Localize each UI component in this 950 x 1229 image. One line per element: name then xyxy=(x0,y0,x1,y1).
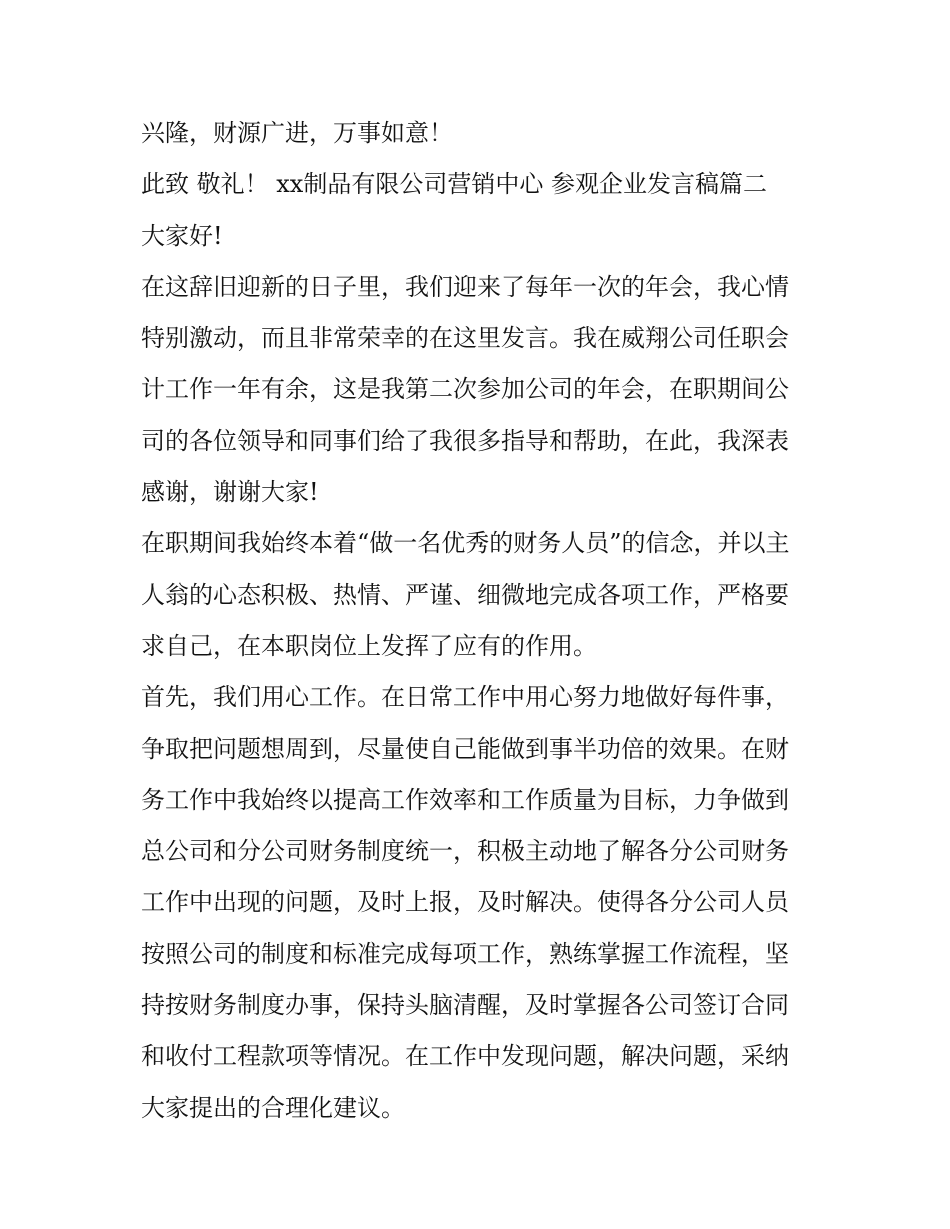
text-line: 兴隆，财源广进，万事如意！ xyxy=(141,119,453,147)
text-line: 总公司和分公司财务制度统一，积极主动地了解各分公司财务 xyxy=(141,837,789,866)
text-line: 在这辞旧迎新的日子里，我们迎来了每年一次的年会，我心情 xyxy=(141,272,789,301)
text-line: 首先，我们用心工作。在日常工作中用心努力地做好每件事， xyxy=(141,683,789,712)
text-line: 大家好! xyxy=(141,221,223,250)
text-line: 按照公司的制度和标准完成每项工作，熟练掌握工作流程，坚 xyxy=(141,939,789,968)
text-line: 计工作一年有余，这是我第二次参加公司的年会，在职期间公 xyxy=(141,375,789,404)
text-line: 大家提出的合理化建议。 xyxy=(141,1093,405,1122)
text-line: 工作中出现的问题，及时上报，及时解决。使得各分公司人员 xyxy=(141,888,789,917)
text-line: 人翁的心态积极、热情、严谨、细微地完成各项工作，严格要 xyxy=(141,580,789,609)
text-line: 司的各位领导和同事们给了我很多指导和帮助，在此，我深表 xyxy=(141,426,789,455)
text-line: 在职期间我始终本着“做一名优秀的财务人员”的信念，并以主 xyxy=(141,529,790,558)
text-line: 持按财务制度办事，保持头脑清醒，及时掌握各公司签订合同 xyxy=(141,991,789,1020)
text-line: 务工作中我始终以提高工作效率和工作质量为目标，力争做到 xyxy=(141,785,789,814)
text-line: 和收付工程款项等情况。在工作中发现问题，解决问题，采纳 xyxy=(141,1042,789,1071)
text-line: 感谢，谢谢大家! xyxy=(141,478,319,507)
text-line: 特别激动，而且非常荣幸的在这里发言。我在威翔公司任职会 xyxy=(141,324,789,353)
text-line: 此致 敬礼！ xx制品有限公司营销中心 参观企业发言稿篇二 xyxy=(141,170,767,199)
text-line: 争取把问题想周到，尽量使自己能做到事半功倍的效果。在财 xyxy=(141,734,789,763)
text-line: 求自己，在本职岗位上发挥了应有的作用。 xyxy=(141,631,597,660)
document-body xyxy=(141,108,821,1134)
